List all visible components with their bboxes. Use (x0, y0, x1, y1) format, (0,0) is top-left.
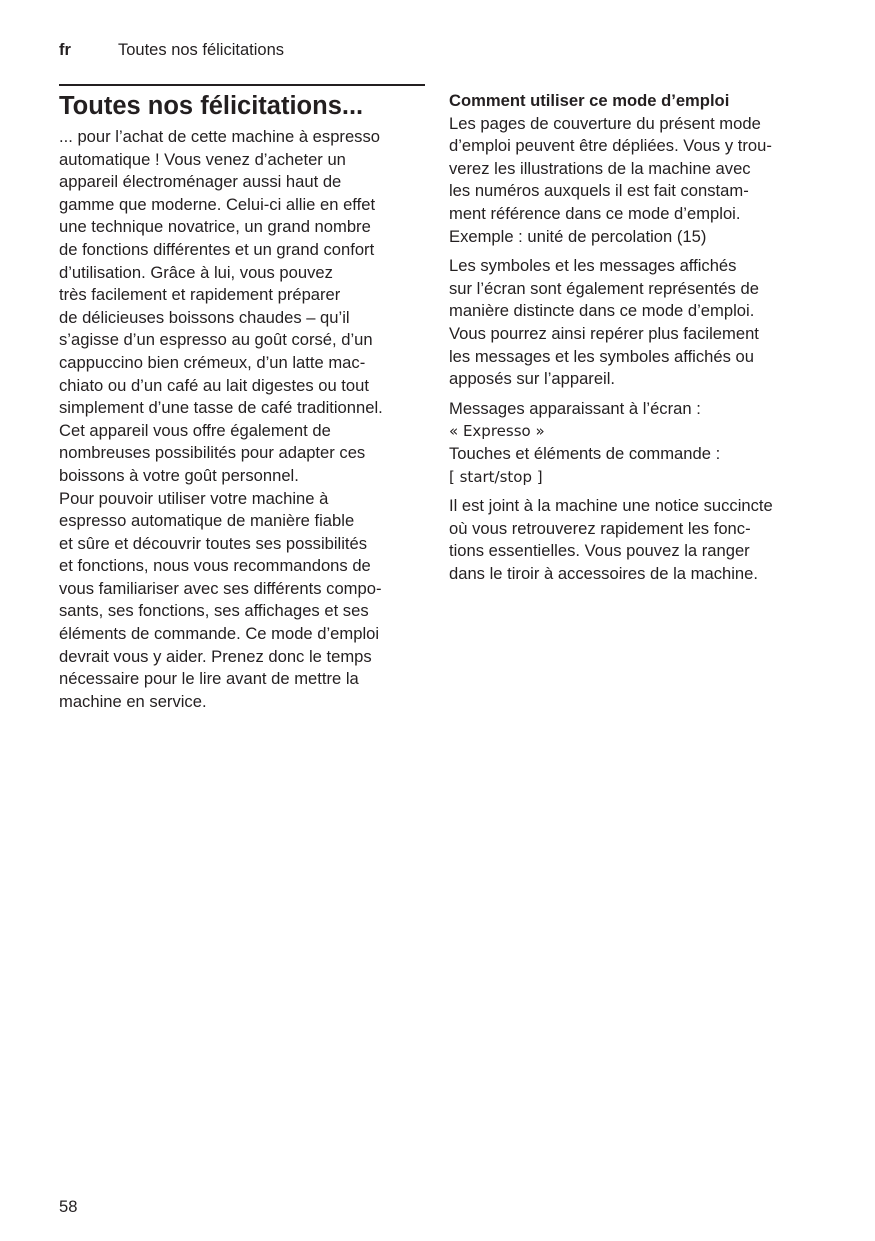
text-line: nécessaire pour le lire avant de mettre la (59, 669, 359, 689)
text-line: espresso automatique de manière fiable (59, 511, 355, 531)
text-line: et sûre et découvrir toutes ses possibilités (59, 533, 368, 553)
paragraph-symbols (449, 255, 821, 391)
text-line: manière distincte dans ce mode d’emploi. (449, 301, 755, 321)
text-line: sur l’écran sont également représentés de (449, 278, 759, 298)
text-line: les numéros auxquels il est fait constam- (449, 181, 749, 201)
text-line: vous familiariser avec ses différents compo- (59, 578, 382, 598)
text-line: automatique ! Vous venez d’acheter un (59, 149, 346, 169)
text-line: chiato ou d’un café au lait digestes ou tout (59, 375, 369, 395)
text-line: ... pour l’achat de cette machine à espresso (59, 127, 380, 146)
text-line: où vous retrouverez rapidement les fonc- (449, 518, 751, 538)
keys-label: Touches et éléments de commande : (449, 443, 721, 463)
text-line: apposés sur l’appareil. (449, 369, 616, 389)
text-line: simplement d’une tasse de café traditionnel. (59, 398, 383, 418)
language-code: fr (59, 41, 71, 59)
text-line: s’agisse d’un espresso au goût corsé, d’un (59, 330, 373, 350)
paragraph-quick-guide (449, 495, 821, 585)
text-line: cappuccino bien crémeux, d’un latte mac- (59, 352, 366, 372)
text-line: les messages et les symboles affichés ou (449, 346, 754, 366)
text-line: nombreuses possibilités pour adapter ces (59, 443, 366, 463)
text-line: éléments de commande. Ce mode d’emploi (59, 624, 380, 644)
text-line: ment référence dans ce mode d’emploi. (449, 203, 741, 223)
text-line: gamme que moderne. Celui-ci allie en effet (59, 194, 376, 214)
text-line: Les pages de couverture du présent mode (449, 113, 761, 133)
messages-label: Messages apparaissant à l’écran : (449, 398, 701, 418)
text-line: dans le tiroir à accessoires de la machine. (449, 563, 758, 583)
text-line: boissons à votre goût personnel. (59, 465, 299, 485)
text-line: machine en service. (59, 691, 207, 711)
text-line: et fonctions, nous vous recommandons de (59, 556, 371, 576)
running-header (59, 40, 284, 60)
right-column (449, 90, 821, 585)
page-number: 58 (59, 1197, 78, 1216)
text-line: Exemple : unité de percolation (15) (449, 226, 707, 246)
text-line: Les symboles et les messages affichés (449, 256, 737, 276)
text-line: d’utilisation. Grâce à lui, vous pouvez (59, 262, 333, 282)
text-line: Pour pouvoir utiliser votre machine à (59, 488, 329, 508)
section-heading: Comment utiliser ce mode d’emploi (449, 91, 730, 110)
paragraph-cover-pages (449, 113, 821, 249)
page-title: Toutes nos félicitations... (59, 92, 364, 120)
text-line: appareil électroménager aussi haut de (59, 172, 342, 192)
text-line: très facilement et rapidement préparer (59, 285, 341, 305)
text-line: devrait vous y aider. Prenez donc le temps (59, 646, 372, 666)
intro-text (59, 126, 431, 713)
text-line: tions essentielles. Vous pouvez la ranger (449, 541, 750, 561)
control-key-example: [ start/stop ] (449, 467, 543, 486)
display-message-example: « Expresso » (449, 422, 545, 441)
text-line: sants, ses fonctions, ses affichages et ses (59, 601, 369, 621)
text-line: une technique novatrice, un grand nombre (59, 217, 371, 237)
text-line: Cet appareil vous offre également de (59, 420, 331, 440)
left-column (59, 89, 431, 713)
text-line: d’emploi peuvent être dépliées. Vous y trou- (449, 136, 772, 156)
text-line: de délicieuses boissons chaudes – qu’il (59, 307, 350, 327)
paragraph-conventions (449, 398, 821, 488)
text-line: Il est joint à la machine une notice succincte (449, 496, 773, 516)
text-line: verez les illustrations de la machine avec (449, 158, 751, 178)
title-divider (59, 84, 425, 86)
header-section-title: Toutes nos félicitations (118, 41, 285, 59)
text-line: Vous pourrez ainsi repérer plus facilement (449, 323, 759, 343)
text-line: de fonctions différentes et un grand confort (59, 239, 375, 259)
